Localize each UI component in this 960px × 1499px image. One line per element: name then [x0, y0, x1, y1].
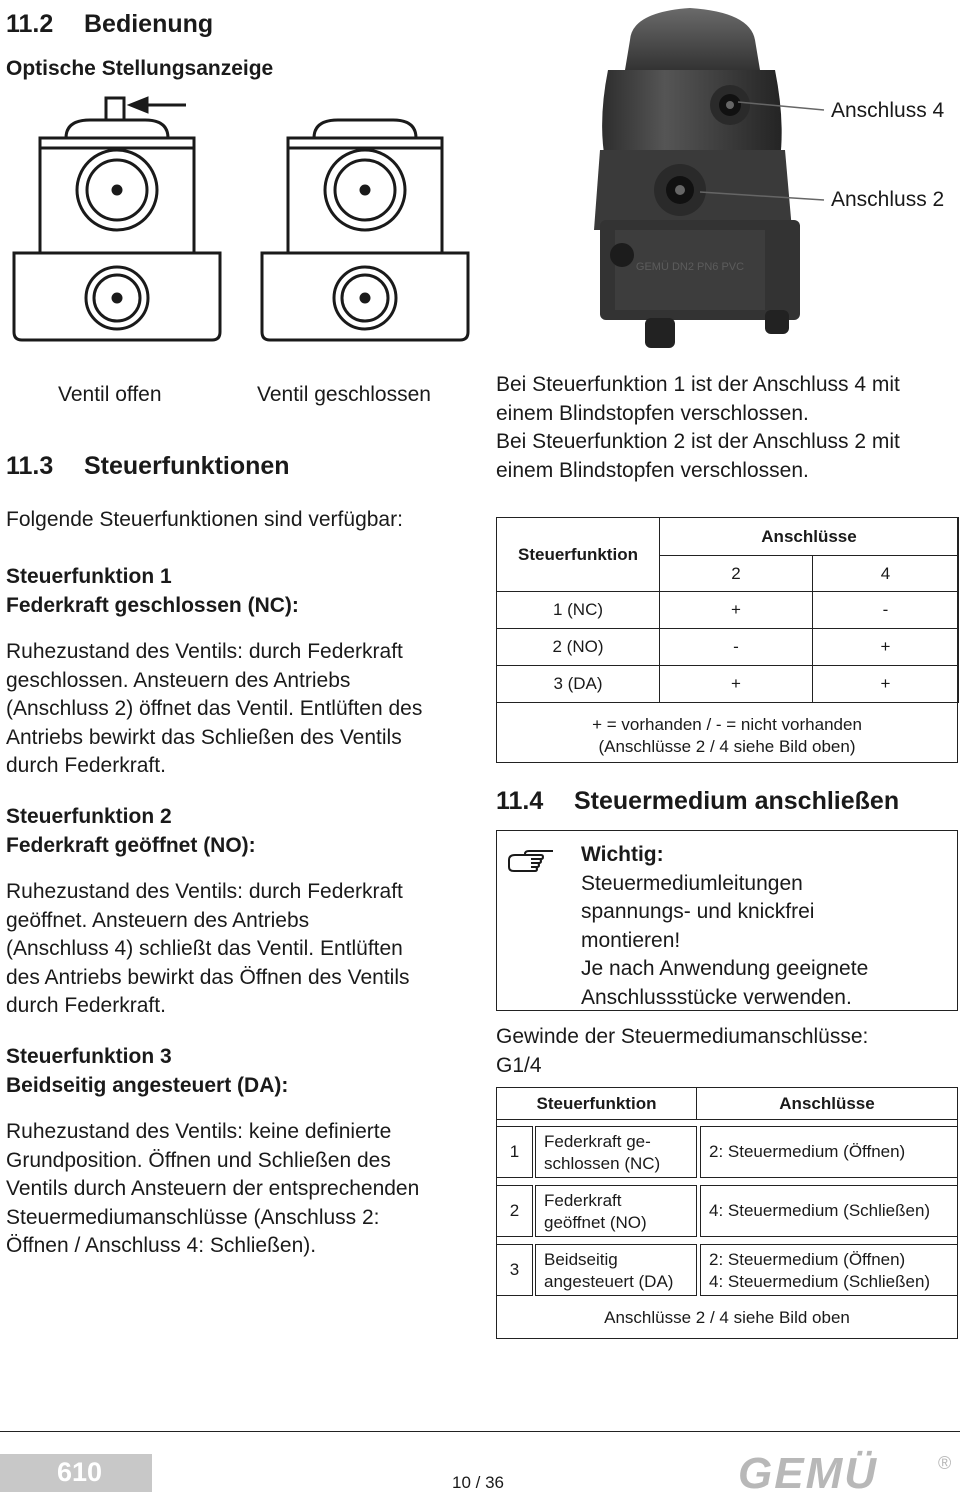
- valve-open-label: Ventil offen: [58, 383, 162, 406]
- optical-indicator-title: Optische Stellungsanzeige: [6, 57, 274, 80]
- position-indicator-pin: [106, 98, 124, 120]
- page-number: 10 / 36: [452, 1473, 504, 1492]
- function-2-block: [6, 803, 476, 1021]
- table-footer-note: Anschlüsse 2 / 4 siehe Bild oben: [604, 1308, 850, 1327]
- footer-product-bar: [0, 1454, 152, 1492]
- indicator-arrow-icon: [128, 97, 186, 113]
- note-title: Wichtig:: [581, 843, 664, 866]
- section-title: Steuerfunktionen: [84, 452, 290, 480]
- table-row: 1 Federkraft ge- schlossen (NC) 2: Steuermedium (Öffnen): [497, 1126, 957, 1178]
- important-note-box: Wichtig: Steuermediumleitungen spannungs- und knickfrei montieren! Je nach Anwendung geeignete Anschlussstücke verwenden.: [496, 830, 958, 1011]
- port-2-label: Anschluss 2: [831, 188, 945, 211]
- table-row: 1 (NC) + -: [497, 592, 959, 629]
- control-function-ports-table: [496, 517, 958, 763]
- table-header-port-4: 4: [813, 556, 959, 592]
- table-header-port-2: 2: [660, 556, 813, 592]
- pointing-hand-icon: [505, 843, 555, 873]
- table-row: 3 Beidseitig angesteuert (DA) 2: Steuermedium (Öffnen) 4: Steuermedium (Schließen): [497, 1244, 957, 1296]
- function-title: Steuerfunktion 2: [6, 805, 172, 828]
- function-subtitle: Beidseitig angesteuert (DA):: [6, 1073, 289, 1097]
- table-header-function: Steuerfunktion: [497, 518, 660, 592]
- footer-divider: [0, 1431, 960, 1432]
- valve-open-drawing: [14, 98, 220, 340]
- table-row: 2 (NO) - +: [497, 629, 959, 666]
- housing-mark: GEMÜ DN2 PN6 PVC: [635, 261, 745, 273]
- section-number: 11.4: [496, 787, 544, 815]
- valve-closed-label: Ventil geschlossen: [257, 383, 431, 406]
- table-row: 3 (DA) + +: [497, 666, 959, 703]
- function-description: Ruhezustand des Ventils: durch Federkraft geöffnet. Ansteuern des Antriebs (Anschluss 4) schließt das Ventil. Entlüften des Antriebs bewirkt das Öffnen des Ventils durch Federkraft.: [6, 880, 410, 1017]
- gemu-logo: GEMÜ: [738, 1449, 878, 1498]
- section-title: Bedienung: [84, 10, 214, 38]
- functions-intro: Folgende Steuerfunktionen sind verfügbar:: [6, 508, 403, 531]
- table-header-function: Steuerfunktion: [497, 1088, 697, 1120]
- section-number: 11.2: [6, 10, 54, 38]
- table-header-ports: Anschlüsse: [697, 1088, 957, 1120]
- section-heading-11-2: [6, 10, 213, 39]
- function-description: Ruhezustand des Ventils: keine definierte Grundposition. Öffnen und Schließen des Ventils durch Ansteuern der entsprechenden Steuermediumanschlüsse (Anschluss 2: Öffnen / Anschluss 4: Schließen).: [6, 1120, 420, 1257]
- valve-position-drawings: [0, 90, 470, 365]
- section-title: Steuermedium anschließen: [574, 787, 900, 815]
- function-3-block: [6, 1043, 476, 1261]
- table-legend: + = vorhanden / - = nicht vorhanden (Anschlüsse 2 / 4 siehe Bild oben): [592, 715, 862, 756]
- function-description: Ruhezustand des Ventils: durch Federkraft geschlossen. Ansteuern des Antriebs (Anschluss 2) öffnet das Ventil. Entlüften des Antriebs bewirkt das Schließen des Ventils durch Federkraft.: [6, 640, 423, 777]
- function-subtitle: Federkraft geöffnet (NO):: [6, 833, 256, 857]
- table-row: 2 Federkraft geöffnet (NO) 4: Steuermedium (Schließen): [497, 1185, 957, 1237]
- valve-closed-drawing: [262, 120, 468, 340]
- table-header-ports: Anschlüsse: [660, 518, 959, 556]
- function-title: Steuerfunktion 1: [6, 565, 172, 588]
- function-1-block: [6, 563, 476, 781]
- photo-leader-lines: [700, 80, 830, 210]
- function-title: Steuerfunktion 3: [6, 1045, 172, 1068]
- blind-plug-text: Bei Steuerfunktion 1 ist der Anschluss 4 mit einem Blindstopfen verschlossen. Bei Steuerfunktion 2 ist der Anschluss 2 mit einem Blindstopfen verschlossen.: [496, 373, 900, 482]
- section-heading-11-4: [496, 787, 899, 816]
- function-subtitle: Federkraft geschlossen (NC):: [6, 593, 299, 617]
- section-number: 11.3: [6, 452, 54, 480]
- port-function-table: [496, 1087, 958, 1339]
- port-4-label: Anschluss 4: [831, 99, 945, 122]
- product-number: 610: [56, 1457, 102, 1487]
- registered-mark: ®: [938, 1453, 952, 1473]
- section-heading-11-3: [6, 452, 290, 481]
- thread-size-text: Gewinde der Steuermediumanschlüsse: G1/4: [496, 1025, 869, 1077]
